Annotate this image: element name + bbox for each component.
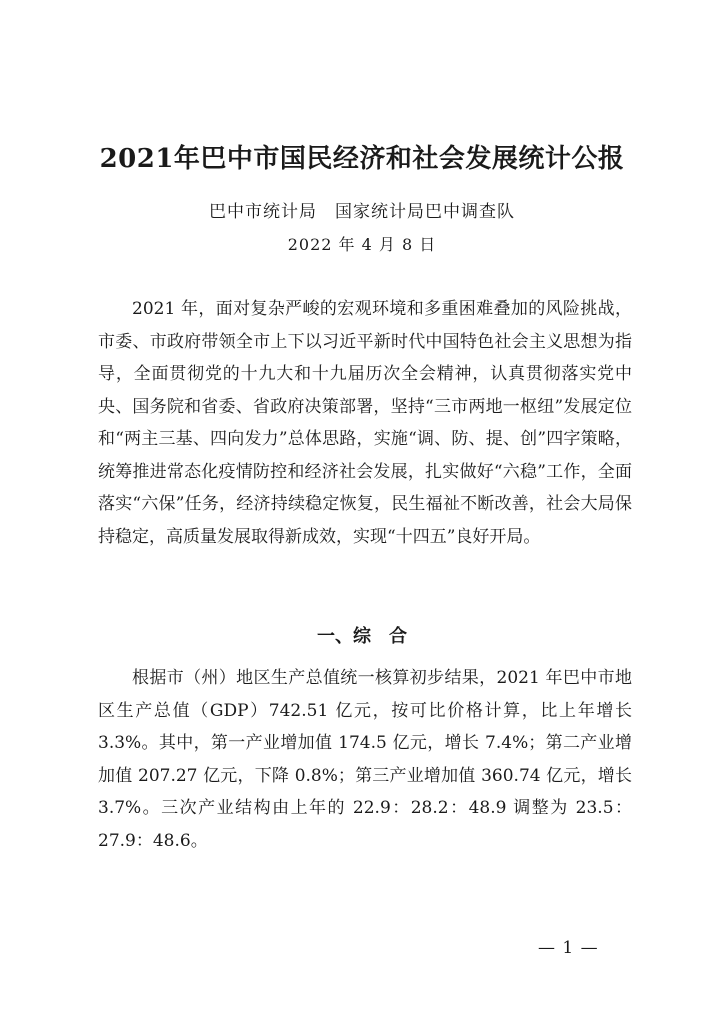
author-statistics-bureau: 巴中市统计局	[209, 202, 317, 222]
intro-paragraph: 2021 年，面对复杂严峻的宏观环境和多重困难叠加的风险挑战，市委、市政府带领全市上下以习近平新时代中国特色社会主义思想为指导，全面贯彻党的十九大和十九届历次全会精神，认真贯彻落实党中央、国务院和省委、省政府决策部署，坚持“三市两地一枢纽”发展定位和“两主三基、四向发力”总体思路，实施“调、防、提、创”四字策略，统筹推进常态化疫情防控和经济社会发展，扎实做好“六稳”工作，全面落实“六保”任务，经济持续稳定恢复，民生福祉不断改善，社会大局保持稳定，高质量发展取得新成效，实现“十四五”良好开局。	[98, 299, 632, 547]
section-heading: 一、综 合	[317, 626, 407, 647]
publication-date: 2022 年 4 月 8 日	[287, 235, 437, 254]
document-title: 2021年巴中市国民经济和社会发展统计公报	[99, 144, 625, 174]
document-authors	[0, 197, 724, 222]
page-number: — 1 —	[538, 938, 599, 958]
section-paragraph: 根据市（州）地区生产总值统一核算初步结果，2021 年巴中市地区生产总值（GDP）742.51 亿元，按可比价格计算，比上年增长 3.3%。其中，第一产业增加值 174.5 亿元，增长 7.4%；第二产业增加值 207.27 亿元，下降 0.8%；第三产业增加值 360.74 亿元，增长 3.7%。三次产业结构由上年的 22.9：28.2：48.9 调整为 23.5：27.9：48.6。	[98, 668, 632, 851]
author-survey-team: 国家统计局巴中调查队	[335, 202, 515, 222]
